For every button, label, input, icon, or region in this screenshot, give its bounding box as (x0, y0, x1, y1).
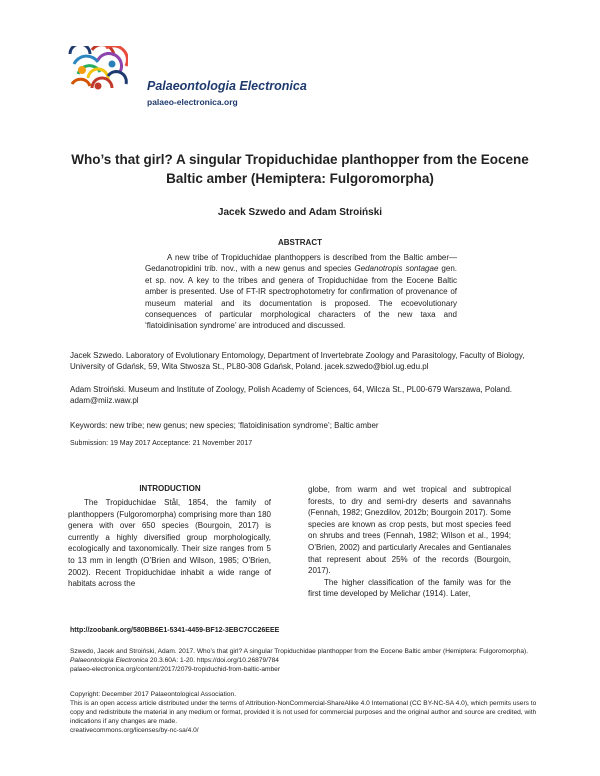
copyright-notice (70, 690, 550, 735)
introduction-col2-paragraph-2: The higher classification of the family was for the first time developed by Melichar (1914). Later, (308, 577, 511, 599)
journal-name: Palaeontologia Electronica (147, 79, 307, 93)
license-url[interactable]: creativecommons.org/licenses/by-nc-sa/4.0/ (70, 727, 199, 734)
abstract-heading: ABSTRACT (278, 238, 322, 247)
copyright-line: Copyright: December 2017 Palaeontological Association. (70, 691, 237, 698)
affiliation-stroinski: Adam Stroiński. Museum and Institute of Zoology, Polish Academy of Sciences, 64, Wilcza St., PL00-679 Warszawa, Poland. adam@miiz.waw.pl (70, 385, 512, 406)
citation-journal: Palaeontologia Electronica (70, 657, 149, 664)
abstract-text (145, 252, 457, 332)
abstract-part2: gen. et sp. nov. A key to the tribes and genera of Tropiduchidae from the Eocene Baltic amber is presented. Use of FT-IR spectrophotometry for confirmation of provenance of museum material and its documentation is proposed. The ecoevolutionary consequences of particular morphological characters of the new taxa and ‘flatoidinisation syndrome’ are introduced and discussed. (145, 264, 458, 331)
introduction-column-1: The Tropiduchidae Stål, 1854, the family of planthoppers (Fulgoromorpha) comprising more than 180 genera with over 650 species (Bourgoin, 2017) is currently a highly diversified group morphologically, ecologically and taxonomically. Their size ranges from 5 to 13 mm in length (O’Brien and Wilson, 1985; O’Brien, 2002). Recent Tropiduchidae inhabit a wide range of habitats across the (68, 498, 271, 589)
affiliation-szwedo: Jacek Szwedo. Laboratory of Evolutionary Entomology, Department of Invertebrate Zoology and Parasitology, Faculty of Biology, University of Gdańsk, 59, Wita Stwosza St., PL80-308 Gdańsk, Poland. jacek.szwedo@biol.ug.edu.pl (70, 351, 525, 372)
journal-url[interactable]: palaeo-electronica.org (147, 97, 238, 107)
citation-part2: 20.3.60A: 1-20. https://doi.org/10.26879/784 (148, 657, 279, 664)
journal-logo (68, 46, 128, 96)
introduction-heading: INTRODUCTION (139, 484, 201, 493)
introduction-col2-paragraph-1: globe, from warm and wet tropical and subtropical forests, to dry and semi-dry deserts and savannahs (Fennah, 1982; Gnezdilov, 2012b; Bourgoin 2017). Some species are known as crop pests, but most species feed on shrubs and trees (Fennah, 1982; Wilson et al., 1994; O’Brien, 2002) and particularly Arecales and Gentianales that represent about 25% of the records (Bourgoin, 2017). (308, 485, 511, 576)
citation (70, 647, 550, 674)
article-title: Who’s that girl? A singular Tropiduchidae planthopper from the Eocene Baltic amber (Hemiptera: Fulgoromorpha) (71, 152, 529, 186)
abstract-species-name: Gedanotropis sontagae (354, 264, 439, 274)
introduction-column-2 (308, 484, 511, 600)
zoobank-link[interactable]: http://zoobank.org/580BB6E1-5341-4459-BF12-3EBC7CC26EEE (70, 627, 280, 634)
submission-dates: Submission: 19 May 2017 Acceptance: 21 November 2017 (70, 440, 253, 447)
citation-part1: Szwedo, Jacek and Stroiński, Adam. 2017. Who’s that girl? A singular Tropiduchidae planthopper from the Eocene Baltic amber (Hemiptera: Fulgoromorpha). (70, 648, 529, 655)
license-text: This is an open access article distributed under the terms of Attribution-NonCommercial-ShareAlike 4.0 International (CC BY-NC-SA 4.0), which permits users to copy and redistribute the material in any medium or format, provided it is not used for commercial purposes and the original author and source are credited, with indications if any changes are made. (70, 700, 537, 725)
keywords: Keywords: new tribe; new genus; new species; ‘flatoidinisation syndrome’; Baltic amber (70, 421, 379, 430)
article-authors: Jacek Szwedo and Adam Stroiński (217, 207, 383, 218)
abstract-part1: A new tribe of Tropiduchidae planthoppers is described from the Baltic amber—Gedanotropidini trib. nov., with a new genus and species (145, 253, 457, 274)
citation-url[interactable]: palaeo-electronica.org/content/2017/2079-tropiduchid-from-baltic-amber (70, 666, 281, 673)
